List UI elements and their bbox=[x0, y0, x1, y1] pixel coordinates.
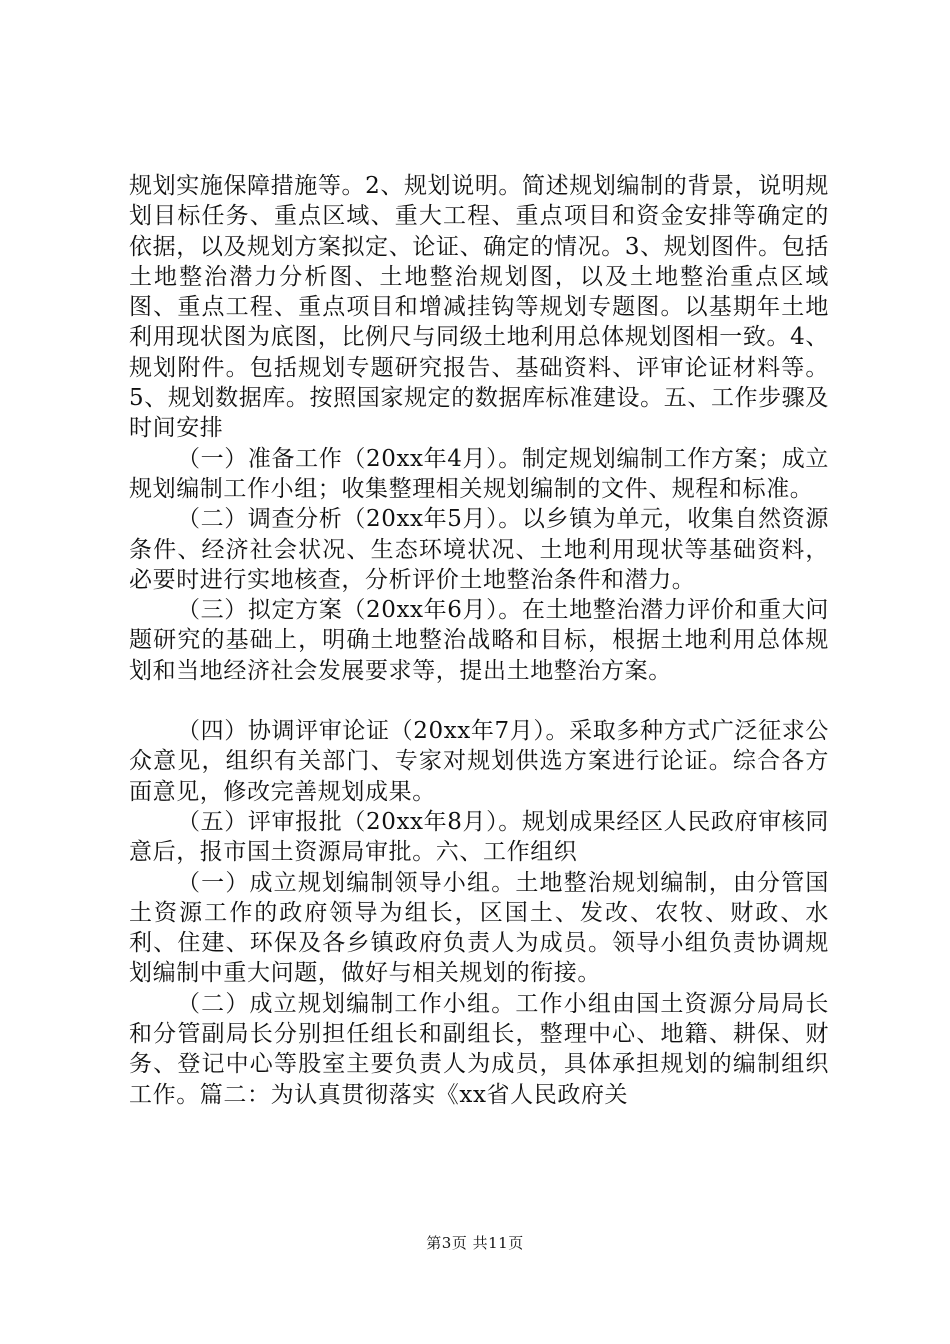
paragraph-2: （一）准备工作（20xx年4月）。制定规划编制工作方案；成立规划编制工作小组；收集整理相关规划编制的文件、规程和标准。 bbox=[129, 445, 829, 502]
paragraph-5: （四）协调评审论证（20xx年7月）。采取多种方式广泛征求公众意见，组织有关部门、专家对规划供选方案进行论证。综合各方面意见，修改完善规划成果。 bbox=[129, 718, 829, 805]
paragraph-8: （二）成立规划编制工作小组。工作小组由国土资源分局局长和分管副局长分别担任组长和副组长，整理中心、地籍、耕保、财务、登记中心等股室主要负责人为成员，具体承担规划的编制组织工作。篇二：为认真贯彻落实《xx省人民政府关 bbox=[129, 990, 829, 1108]
paragraph-1: 规划实施保障措施等。2、规划说明。简述规划编制的背景，说明规划目标任务、重点区域、重大工程、重点项目和资金安排等确定的依据，以及规划方案拟定、论证、确定的情况。3、规划图件。包括土地整治潜力分析图、土地整治规划图，以及土地整治重点区域图、重点工程、重点项目和增减挂钩等规划专题图。以基期年土地利用现状图为底图，比例尺与同级土地利用总体规划图相一致。4、规划附件。包括规划专题研究报告、基础资料、评审论证材料等。5、规划数据库。按照国家规定的数据库标准建设。五、工作步骤及时间安排 bbox=[129, 173, 829, 442]
paragraph-6: （五）评审报批（20xx年8月）。规划成果经区人民政府审核同意后，报市国土资源局审批。六、工作组织 bbox=[129, 808, 829, 866]
paragraph-3: （二）调查分析（20xx年5月）。以乡镇为单元，收集自然资源条件、经济社会状况、生态环境状况、土地利用现状等基础资料，必要时进行实地核查，分析评价土地整治条件和潜力。 bbox=[129, 506, 829, 593]
document-body bbox=[129, 171, 829, 1110]
paragraph-7: （一）成立规划编制领导小组。土地整治规划编制，由分管国土资源工作的政府领导为组长，区国土、发改、农牧、财政、水利、住建、环保及各乡镇政府负责人为成员。领导小组负责协调规划编制中重大问题，做好与相关规划的衔接。 bbox=[129, 869, 829, 987]
paragraph-4: （三）拟定方案（20xx年6月）。在土地整治潜力评价和重大问题研究的基础上，明确土地整治战略和目标，根据土地利用总体规划和当地经济社会发展要求等，提出土地整治方案。 bbox=[129, 597, 829, 684]
page-number-footer: 第3页 共11页 bbox=[426, 1234, 524, 1252]
